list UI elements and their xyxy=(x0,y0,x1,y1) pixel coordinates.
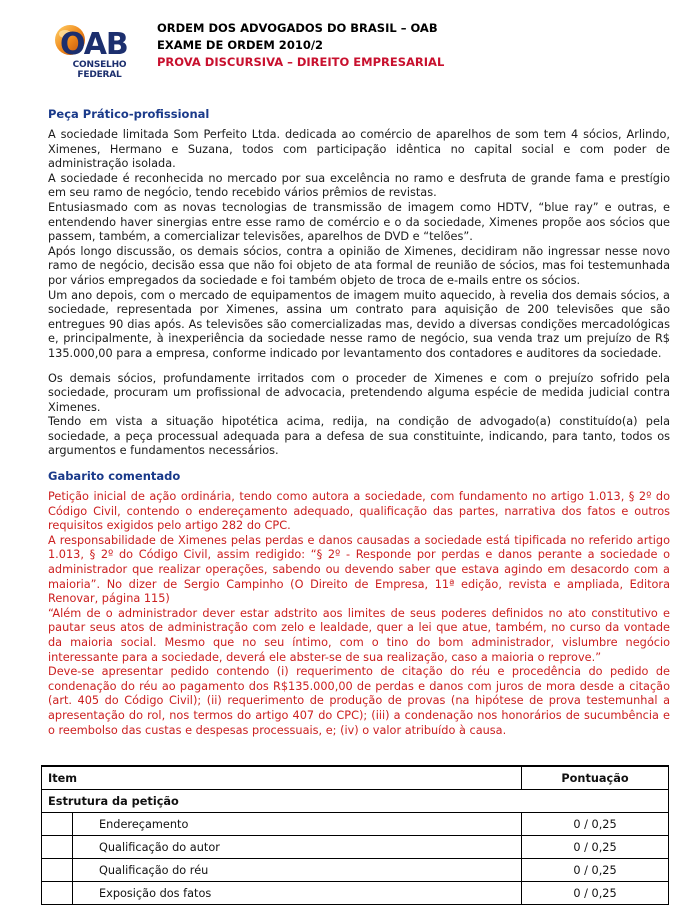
table-header-row xyxy=(42,766,669,790)
answer-quote: “Além de o administrador dever estar adstrito aos limites de seus poderes definidos no ato constitutivo e pautar seus atos de administração com zelo e lealdade, quer a lei que atue, também, no curso da vontade da maioria social. Mesmo que no seu íntimo, com o tino do bom administrador, vislumbre negócio interessante para a sociedade, deverá ele abster-se de sua realização, caso a maioria o reprove.” xyxy=(48,606,670,664)
paragraph: A sociedade é reconhecida no mercado por sua excelência no ramo e desfruta de grande fama e prestígio em seu ramo de negócio, tendo recebido vários prêmios de revistas. xyxy=(48,171,670,200)
table-cell-score: 0 / 0,25 xyxy=(522,859,669,882)
organization-name: ORDEM DOS ADVOGADOS DO BRASIL – OAB xyxy=(157,21,438,35)
table-cell-item: Exposição dos fatos xyxy=(73,882,522,905)
exam-name: EXAME DE ORDEM 2010/2 xyxy=(157,38,324,52)
section-title-gabarito: Gabarito comentado xyxy=(48,469,181,484)
table-row xyxy=(42,882,669,905)
svg-text:OAB: OAB xyxy=(60,27,128,62)
table-row xyxy=(42,859,669,882)
answer-paragraph: A responsabilidade de Ximenes pelas perdas e danos causadas a sociedade está tipificada no referido artigo 1.013, § 2º do Código Civil, assim redigido: “§ 2º - Responde por perdas e danos perante a sociedade o administrador que realizar operações, sabendo ou devendo saber que estava agindo em desacordo com a maioria”. No dizer de Sergio Campinho (O Direito de Empresa, 11ª edição, revista e ampliada, Editora Renovar, página 115) xyxy=(48,533,670,606)
table-row xyxy=(42,836,669,859)
table-cell-score: 0 / 0,25 xyxy=(522,836,669,859)
paragraph: Entusiasmado com as novas tecnologias de transmissão de imagem como HDTV, “blue ray” e outras, e entendendo haver sinergias entre esse ramo de comércio e o da sociedade, Ximenes propõe aos sócios que passem, também, a comercializar televisões, aparelhos de DVD e “telões”. xyxy=(48,200,670,244)
paragraph: Os demais sócios, profundamente irritados com o proceder de Ximenes e com o prejuízo sofrido pela sociedade, procuram um profissional de advocacia, pretendendo alguma espécie de medida judicial contra Ximenes. xyxy=(48,371,670,414)
paragraph: Um ano depois, com o mercado de equipamentos de imagem muito aquecido, à revelia dos demais sócios, a sociedade, representada por Ximenes, assina um contrato para aquisição de 200 televisões que são entregues 90 dias após. As televisões são comercializadas mas, devido a diversas condições mercadológicas e, principalmente, à inexperiência da sociedade nesse ramo de negócio, sua venda traz um prejuízo de R$ 135.000,00 para a empresa, conforme indicado por levantamento dos contadores e auditores da sociedade. xyxy=(48,288,670,360)
answer-paragraph: Petição inicial de ação ordinária, tendo como autora a sociedade, com fundamento no artigo 1.013, § 2º do Código Civil, contendo o endereçamento adequado, qualificação das partes, narrativa dos fatos e outros requisitos exigidos pelo artigo 282 do CPC. xyxy=(48,490,670,533)
paragraph: A sociedade limitada Som Perfeito Ltda. dedicada ao comércio de aparelhos de som tem 4 sócios, Arlindo, Ximenes, Hermano e Suzana, todos com participação idêntica no capital social e com poder de administração isolada. xyxy=(48,128,670,171)
answer-paragraph: Deve-se apresentar pedido contendo (i) requerimento de citação do réu e procedência do pedido de condenação do réu ao pagamento dos R$135.000,00 de perdas e danos com juros de mora desde a citação (art. 405 do Código Civil); (ii) requerimento de produção de provas (na hipótese de prova testemunhal a apresentação do rol, nos termos do artigo 407 do CPC); (iii) a condenação nos honorários de sucumbência e o reembolso das custas e despesas processuais, e; (iv) o valor atribuído à causa. xyxy=(48,665,670,737)
paragraph: Após longo discussão, os demais sócios, contra a opinião de Ximenes, decidiram não ingressar nesse novo ramo de negócio, decisão essa que não foi objeto de ata formal de reunião de sócios, mas foi testemunhada por vários empregados da sociedade e foi também objeto de troca de e-mails entre os sócios. xyxy=(48,244,670,287)
column-header-score: Pontuação xyxy=(522,766,669,790)
table-cell-item: Endereçamento xyxy=(73,813,522,836)
paragraph: Tendo em vista a situação hipotética acima, redija, na condição de advogado(a) constituído(a) pela sociedade, a peça processual adequada para a defesa de sua constituinte, indicando, para tanto, todos os argumentos e fundamentos necessários. xyxy=(48,415,670,458)
exam-subject: PROVA DISCURSIVA – DIREITO EMPRESARIAL xyxy=(157,55,445,69)
table-cell-item: Qualificação do réu xyxy=(73,859,522,882)
table-cell-item: Qualificação do autor xyxy=(73,836,522,859)
table-section-row xyxy=(42,790,669,813)
page-header xyxy=(0,0,700,82)
column-header-item: Item xyxy=(42,766,522,790)
header-text xyxy=(157,20,444,71)
table-row xyxy=(42,813,669,836)
scoring-table xyxy=(41,765,669,905)
logo-subtitle: CONSELHO FEDERAL xyxy=(72,60,127,80)
table-cell-score: 0 / 0,25 xyxy=(522,813,669,836)
document-body xyxy=(48,107,670,738)
table-section-label: Estrutura da petição xyxy=(42,790,669,813)
table-cell-score: 0 / 0,25 xyxy=(522,882,669,905)
section-title-peca: Peça Prático-profissional xyxy=(48,107,210,121)
